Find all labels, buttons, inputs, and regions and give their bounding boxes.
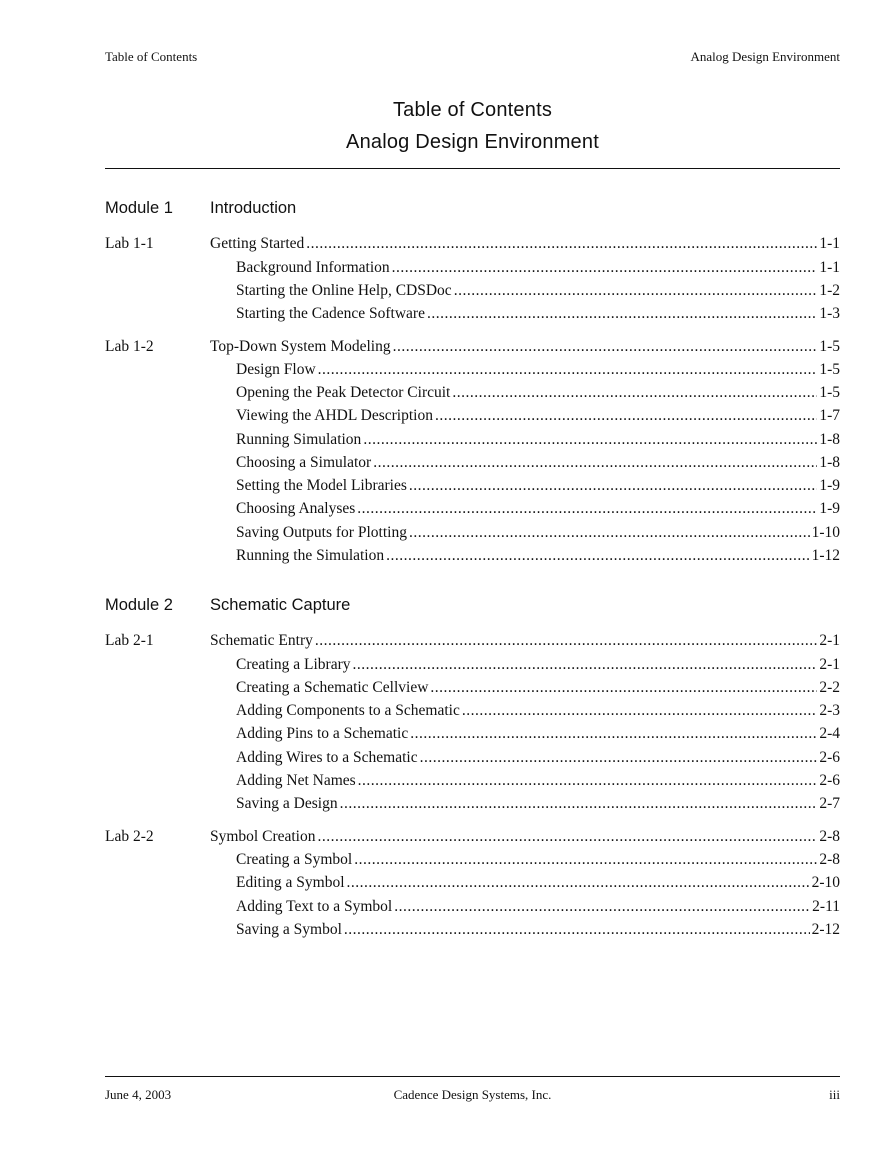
section-title: Running the Simulation [236,547,385,564]
dot-leader [410,724,817,744]
section-title: Viewing the AHDL Description [236,407,433,424]
page-number: 2-12 [811,921,840,938]
toc-section-row[interactable] [105,360,840,380]
section-title: Setting the Model Libraries [236,477,407,494]
dot-leader [409,476,817,496]
section-title: Design Flow [236,361,316,378]
dot-leader [318,360,818,380]
dot-leader [427,304,817,324]
dot-leader [454,281,818,301]
page-number: 2-3 [819,702,840,719]
toc-section-row[interactable] [105,281,840,301]
dot-leader [354,850,817,870]
section-title: Creating a Library [236,656,351,673]
page-number: 2-2 [819,679,840,696]
section-title: Creating a Schematic Cellview [236,679,429,696]
page-number: 2-8 [819,851,840,868]
section-title: Saving a Design [236,795,338,812]
dot-leader [392,258,818,278]
section-title: Running Simulation [236,431,362,448]
dot-leader [317,827,817,847]
toc-section-row[interactable] [105,850,840,870]
lab-title: Getting Started [210,235,305,252]
module-label: Module 1 [105,199,173,217]
page-title: Table of Contents [392,99,553,121]
page-number: 1-5 [819,361,840,378]
page-number: 2-6 [819,749,840,766]
lab-label: Lab 2-1 [105,632,154,649]
page-number: 1-8 [819,431,840,448]
toc-section-row[interactable] [105,897,840,917]
toc-section-row[interactable] [105,748,840,768]
page-number: 1-12 [811,547,840,564]
page-number: 1-7 [819,407,840,424]
dot-leader [462,701,817,721]
section-title: Choosing Analyses [236,500,356,517]
lab-label: Lab 2-2 [105,828,154,845]
dot-leader [435,406,817,426]
dot-leader [394,897,810,917]
toc-section-row[interactable] [105,873,840,893]
module-title: Schematic Capture [210,596,351,614]
footer-divider [105,1076,840,1077]
toc-lab-row[interactable] [105,631,840,651]
running-head-right: Analog Design Environment [690,49,840,64]
toc-section-row[interactable] [105,724,840,744]
footer-company: Cadence Design Systems, Inc. [393,1087,552,1102]
dot-leader [347,873,810,893]
page-number: 2-1 [819,656,840,673]
toc-section-row[interactable] [105,258,840,278]
toc-section-row[interactable] [105,523,840,543]
dot-leader [393,337,818,357]
page-subtitle: Analog Design Environment [346,131,599,153]
dot-leader [420,748,818,768]
section-title: Saving Outputs for Plotting [236,524,407,541]
section-title: Opening the Peak Detector Circuit [236,384,451,401]
module-heading [105,199,840,221]
toc-section-row[interactable] [105,406,840,426]
page-number: 2-10 [811,874,840,891]
toc-section-row[interactable] [105,678,840,698]
page-number: 1-3 [819,305,840,322]
module-label: Module 2 [105,596,173,614]
section-title: Starting the Online Help, CDSDoc [236,282,452,299]
lab-title: Symbol Creation [210,828,316,845]
toc-section-row[interactable] [105,383,840,403]
dot-leader [306,234,817,254]
page-number: 2-1 [819,632,840,649]
toc-lab-row[interactable] [105,234,840,254]
dot-leader [340,794,818,814]
page-number: 2-7 [819,795,840,812]
toc-section-row[interactable] [105,476,840,496]
page-number: 1-1 [819,235,840,252]
section-title: Adding Text to a Symbol [236,898,393,915]
section-title: Saving a Symbol [236,921,342,938]
section-title: Adding Net Names [236,772,356,789]
section-title: Adding Pins to a Schematic [236,725,409,742]
lab-label: Lab 1-2 [105,338,154,355]
dot-leader [352,655,817,675]
dot-leader [358,771,818,791]
toc-section-row[interactable] [105,794,840,814]
section-title: Adding Wires to a Schematic [236,749,418,766]
toc-section-row[interactable] [105,920,840,940]
section-title: Background Information [236,259,390,276]
page-number: 1-10 [811,524,840,541]
toc-section-row[interactable] [105,304,840,324]
lab-label: Lab 1-1 [105,235,154,252]
dot-leader [315,631,817,651]
footer-date: June 4, 2003 [105,1087,172,1102]
page-number: 1-9 [819,477,840,494]
toc-section-row[interactable] [105,546,840,566]
dot-leader [357,499,817,519]
dot-leader [430,678,817,698]
toc-section-row[interactable] [105,453,840,473]
lab-title: Schematic Entry [210,632,313,649]
dot-leader [363,430,817,450]
toc-section-row[interactable] [105,655,840,675]
toc-lab-row[interactable] [105,827,840,847]
page-number: 2-4 [819,725,840,742]
lab-title: Top-Down System Modeling [210,338,391,355]
section-title: Starting the Cadence Software [236,305,425,322]
dot-leader [409,523,810,543]
page-number: 1-1 [819,259,840,276]
toc-section-row[interactable] [105,430,840,450]
dot-leader [452,383,817,403]
dot-leader [386,546,809,566]
section-title: Choosing a Simulator [236,454,372,471]
section-title: Editing a Symbol [236,874,345,891]
page-number: 1-5 [819,384,840,401]
page-number: 1-9 [819,500,840,517]
title-divider [105,168,840,169]
dot-leader [344,920,810,940]
page-number: 2-6 [819,772,840,789]
footer-page-number: iii [829,1087,840,1102]
module-heading [105,596,840,618]
page-number: 1-5 [819,338,840,355]
page-number: 2-8 [819,828,840,845]
section-title: Adding Components to a Schematic [236,702,460,719]
page-number: 2-11 [812,898,840,915]
page-number: 1-8 [819,454,840,471]
page-number: 1-2 [819,282,840,299]
running-head-left: Table of Contents [105,49,198,64]
toc-section-row[interactable] [105,771,840,791]
dot-leader [373,453,817,473]
toc-section-row[interactable] [105,499,840,519]
module-title: Introduction [210,199,297,217]
section-title: Creating a Symbol [236,851,353,868]
toc-lab-row[interactable] [105,337,840,357]
toc-section-row[interactable] [105,701,840,721]
